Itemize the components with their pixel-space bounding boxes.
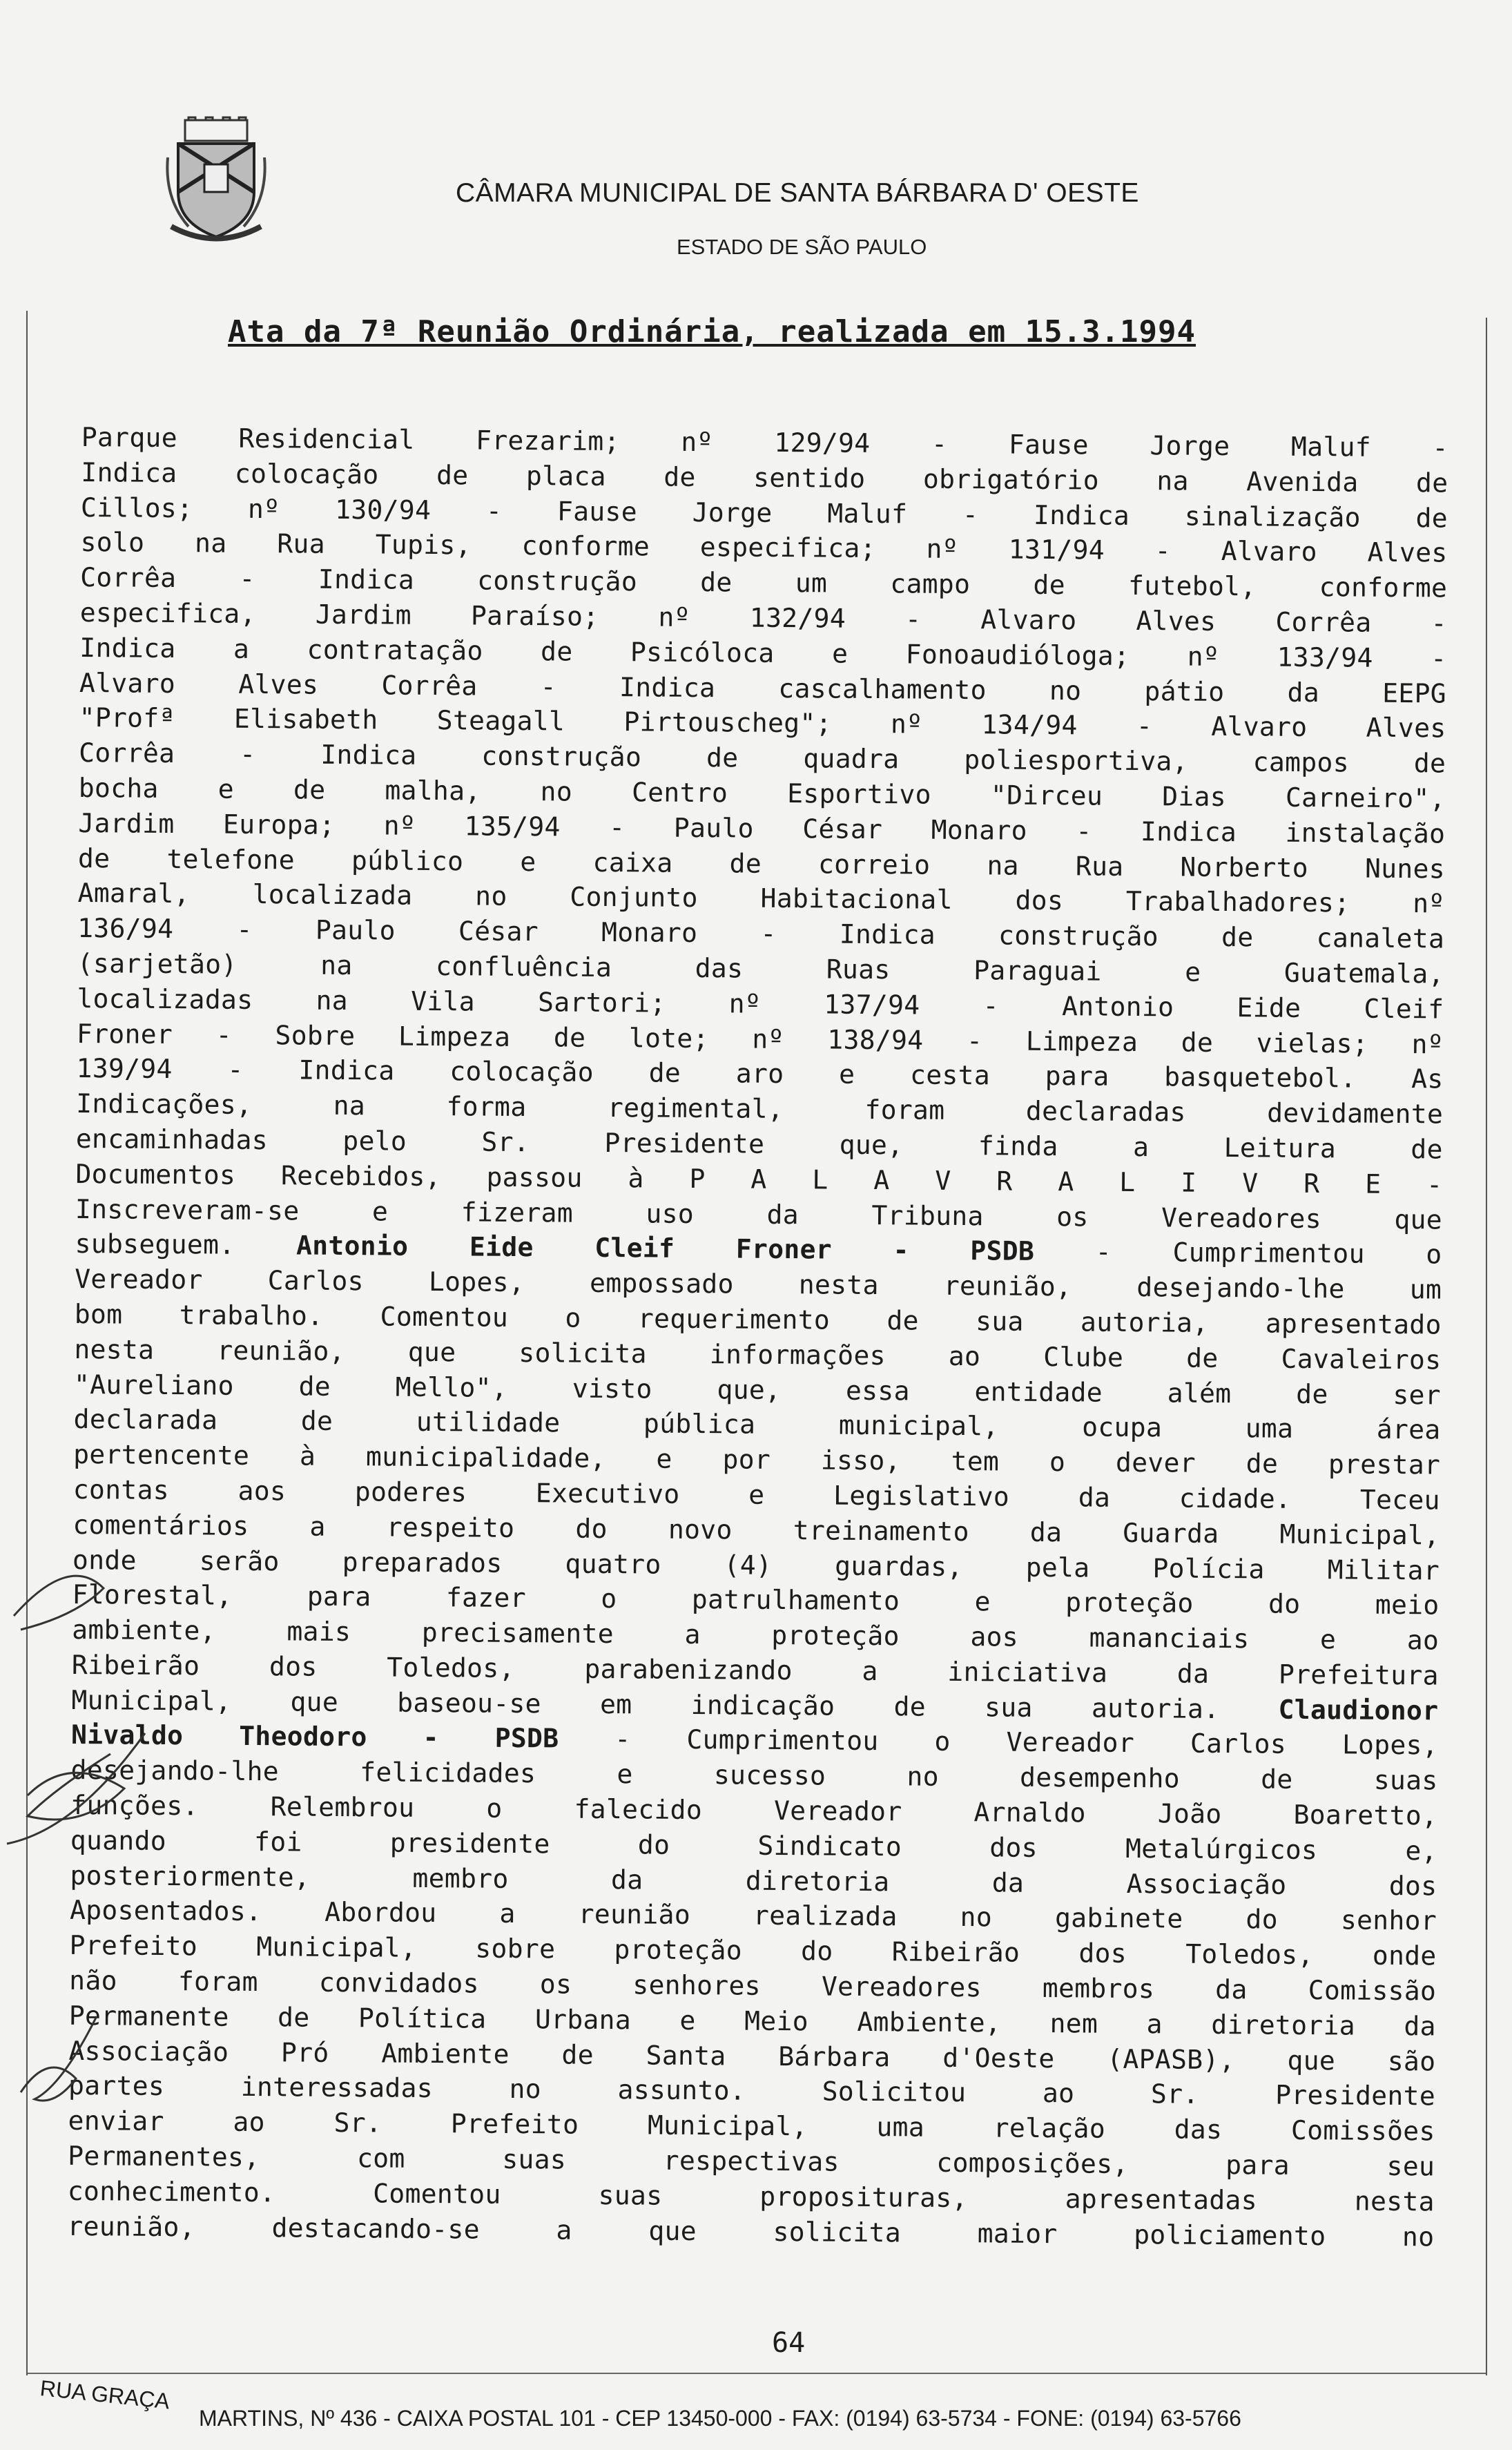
text-segment: - Cumprimentou o Vereador Carlos Lopes, [559, 1723, 1439, 1761]
text-segment: onde serão preparados quatro (4) guardas, pela Polícia Militar [72, 1544, 1440, 1585]
text-segment: Florestal, para fazer o patrulhamento e proteção do meio [72, 1579, 1440, 1621]
text-segment: reunião, destacando-se a que solicita maior policiamento no [67, 2210, 1435, 2253]
text-segment: Indica colocação de placa de sentido obrigatório na Avenida de [81, 456, 1448, 499]
text-segment: Inscreveram-se e fizeram uso da Tribuna os Vereadores que [75, 1193, 1443, 1235]
institution-name: CÂMARA MUNICIPAL DE SANTA BÁRBARA D' OESTE [456, 178, 1139, 208]
page-number: 64 [772, 2327, 806, 2359]
text-segment: Municipal, que baseou-se em indicação de sua autoria. [71, 1684, 1279, 1725]
text-segment: conhecimento. Comentou suas proposituras, apresentadas nesta [67, 2175, 1435, 2217]
text-segment: Corrêa - Indica construção de quadra poliesportiva, campos de [79, 737, 1446, 779]
state-name: ESTADO DE SÃO PAULO [677, 235, 927, 259]
text-segment: declarada de utilidade pública municipal, ocupa uma área [73, 1404, 1441, 1445]
text-segment: Permanente de Política Urbana e Meio Ambiente, nem a diretoria da [68, 2000, 1436, 2042]
text-segment: (sarjetão) na confluência das Ruas Paraguai e Guatemala, [77, 947, 1444, 990]
minutes-title: Ata da 7ª Reunião Ordinária, realizada em 15.3.1994 [228, 314, 1196, 349]
text-segment: subseguem. [75, 1228, 297, 1261]
text-segment: ambiente, mais precisamente a proteção aos mananciais e ao [72, 1614, 1440, 1656]
text-segment: partes interessadas no assunto. Solicitou ao Sr. Presidente [68, 2070, 1436, 2112]
text-segment: Aposentados. Abordou a reunião realizada no gabinete do senhor [69, 1895, 1437, 1936]
footer-divider [28, 2373, 1486, 2374]
text-segment: funções. Relembrou o falecido Vereador Arnaldo João Boaretto, [70, 1790, 1438, 1831]
text-segment: comentários a respeito do novo treinamento da Guarda Municipal, [72, 1509, 1440, 1551]
text-segment: Froner - Sobre Limpeza de lote; nº 138/94 - Limpeza de vielas; nº [76, 1018, 1444, 1060]
footer-contact: MARTINS, Nº 436 - CAIXA POSTAL 101 - CEP 13450-000 - FAX: (0194) 63-5734 - FONE: (0194) 63-5766 [199, 2406, 1241, 2431]
text-segment: Parque Residencial Frezarim; nº 129/94 - Fause Jorge Maluf - [81, 421, 1448, 463]
margin-signature-icon [0, 1554, 193, 2189]
text-segment: Indica a contratação de Psicóloca e Fonoaudióloga; nº 133/94 - [79, 632, 1447, 674]
text-segment: Indicações, na forma regimental, foram declaradas devidamente [76, 1088, 1444, 1130]
text-segment: bom trabalho. Comentou o requerimento de sua autoria, apresentado [74, 1298, 1442, 1340]
text-segment: Alvaro Alves Corrêa - Indica cascalhamento no pátio da EEPG [79, 667, 1447, 709]
coat-of-arms-icon [164, 116, 268, 247]
text-segment: especifica, Jardim Paraíso; nº 132/94 - Alvaro Alves Corrêa - [79, 597, 1447, 639]
text-segment: não foram convidados os senhores Vereadores membros da Comissão [69, 1965, 1437, 2007]
text-segment: Vereador Carlos Lopes, empossado nesta reunião, desejando-lhe um [75, 1264, 1442, 1305]
text-segment: Amaral, localizada no Conjunto Habitacional dos Trabalhadores; nº [77, 878, 1445, 919]
text-segment: - Cumprimentou o [1034, 1236, 1442, 1270]
text-segment: "Aureliano de Mello", visto que, essa entidade além de ser [73, 1369, 1442, 1411]
text-segment: de telefone público e caixa de correio na Rua Norberto Nunes [77, 842, 1446, 885]
speaker-name: Antonio Eide Cleif Froner - PSDB [295, 1230, 1035, 1267]
speaker-name: Nivaldo Theodoro - PSDB [70, 1719, 559, 1754]
text-segment: nesta reunião, que solicita informações ao Clube de Cavaleiros [74, 1333, 1442, 1376]
text-segment: 136/94 - Paulo César Monaro - Indica construção de canaleta [77, 913, 1445, 954]
text-segment: Associação Pró Ambiente de Santa Bárbara d'Oeste (APASB), que são [68, 2035, 1436, 2077]
text-segment: quando foi presidente do Sindicato dos Metalúrgicos e, [70, 1824, 1437, 1867]
text-segment: Corrêa - Indica construção de um campo de futebol, conforme [80, 562, 1448, 604]
text-segment: "Profª Elisabeth Steagall Pirtouscheg"; nº 134/94 - Alvaro Alves [79, 702, 1446, 744]
text-segment: encaminhadas pelo Sr. Presidente que, finda a Leitura de [75, 1123, 1443, 1165]
text-segment: Cillos; nº 130/94 - Fause Jorge Maluf - Indica sinalização de [80, 492, 1448, 534]
text-segment: contas aos poderes Executivo e Legislativo da cidade. Teceu [72, 1474, 1440, 1516]
text-segment: localizadas na Vila Sartori; nº 137/94 - Antonio Eide Cleif [77, 983, 1444, 1025]
text-segment: bocha e de malha, no Centro Esportivo "Dirceu Dias Carneiro", [78, 772, 1446, 814]
text-segment: Permanentes, com suas respectivas composições, para seu [68, 2140, 1435, 2182]
text-segment: Ribeirão dos Toledos, parabenizando a iniciativa da Prefeitura [71, 1649, 1439, 1691]
footer-street: RUA GRAÇA [39, 2375, 171, 2414]
text-segment: Prefeito Municipal, sobre proteção do Ribeirão dos Toledos, onde [69, 1930, 1437, 1971]
text-segment: 139/94 - Indica colocação de aro e cesta para basquetebol. As [76, 1053, 1444, 1094]
text-segment: Documentos Recebidos, passou à P A L A V R A L I V R E - [75, 1158, 1443, 1200]
text-segment: enviar ao Sr. Prefeito Municipal, uma relação das Comissões [68, 2105, 1435, 2147]
text-segment: solo na Rua Tupis, conforme especifica; nº 131/94 - Alvaro Alves [80, 527, 1448, 568]
text-segment: Jardim Europa; nº 135/94 - Paulo César Monaro - Indica instalação [78, 807, 1446, 849]
text-segment: posteriormente, membro da diretoria da Associação dos [70, 1860, 1437, 1902]
speaker-name: Claudionor [1278, 1694, 1439, 1726]
footer-address [28, 2375, 1505, 2444]
right-border-line [1486, 318, 1487, 2375]
text-segment: pertencente à municipalidade, e por isso, tem o dever de prestar [73, 1439, 1441, 1480]
text-segment: desejando-lhe felicidades e sucesso no desempenho de suas [70, 1755, 1438, 1796]
minutes-body [67, 420, 1448, 2255]
